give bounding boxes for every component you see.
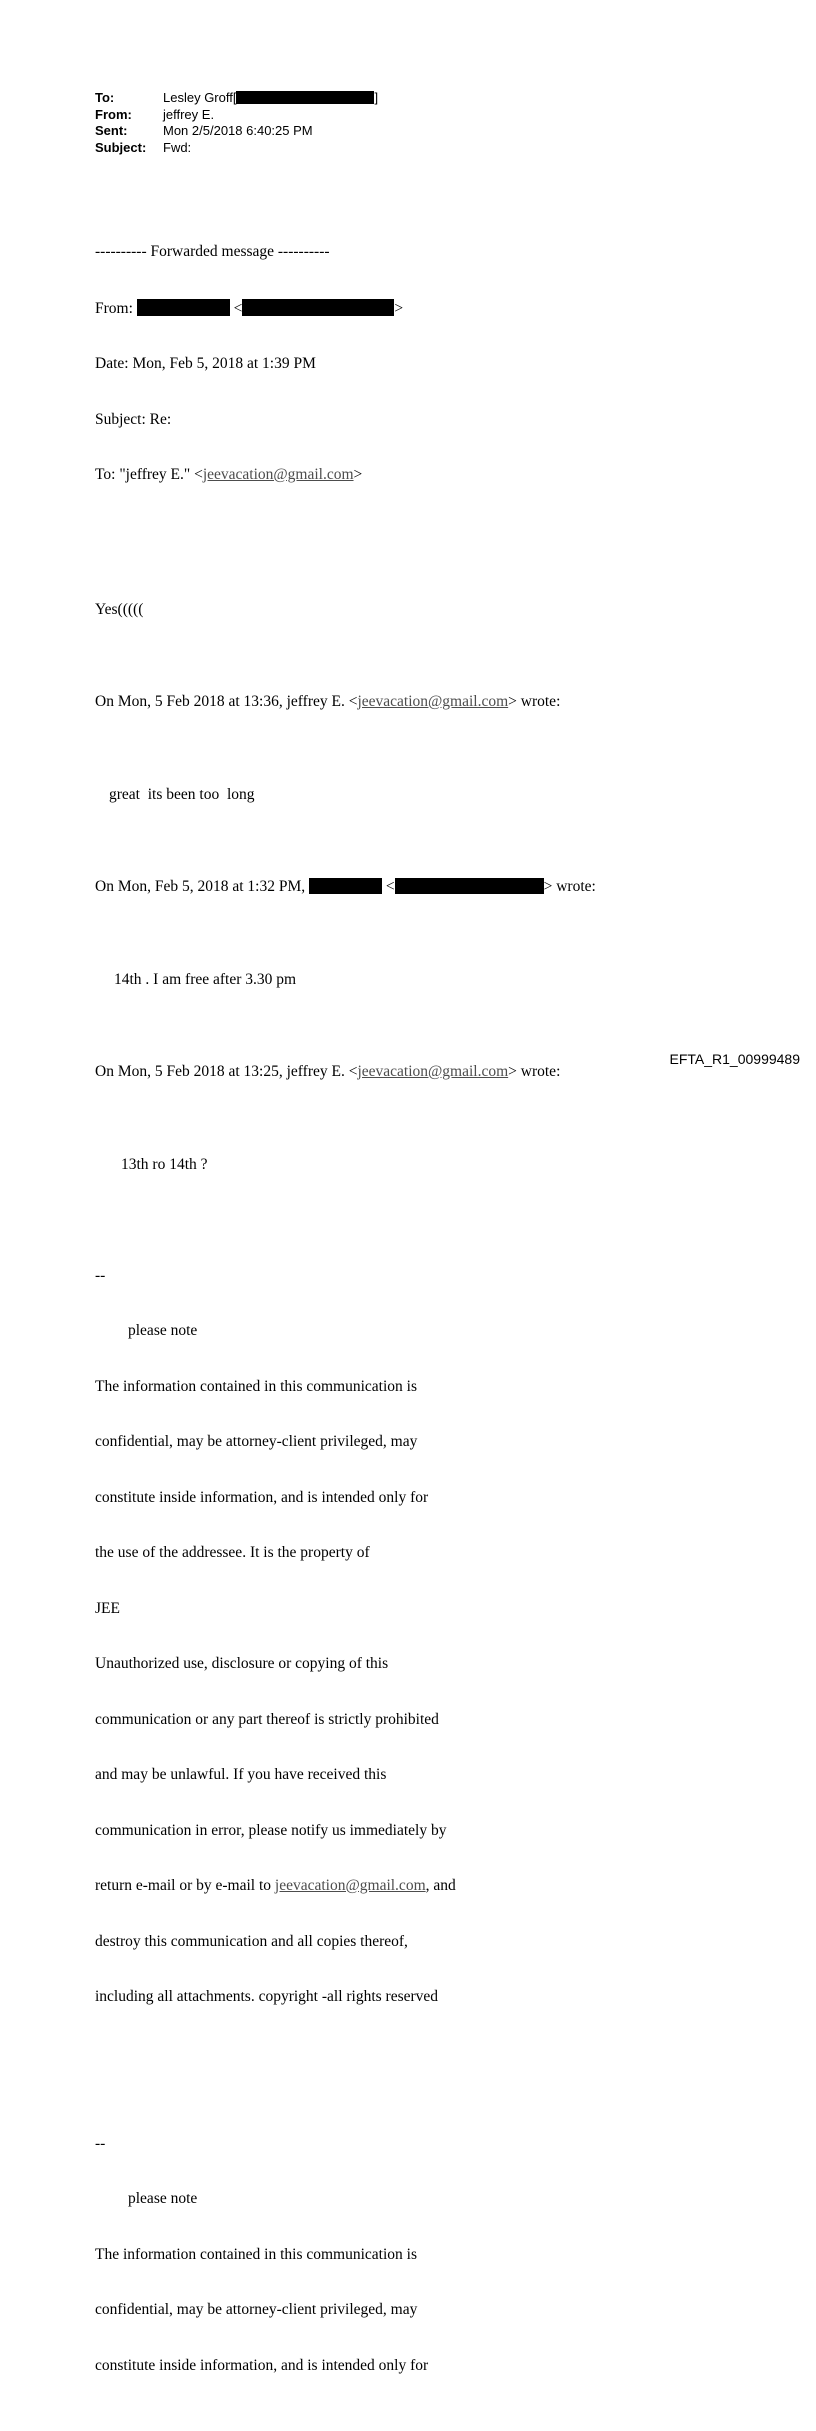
message-line: great its been too long <box>109 785 255 803</box>
quote-attribution-line <box>95 1063 655 1082</box>
header-value-subject: Fwd: <box>163 139 192 155</box>
header-value-to <box>163 90 378 107</box>
to-value-suffix: ] <box>374 90 379 105</box>
quote2-open-bracket: < <box>382 878 395 895</box>
disclaimer-line: the use of the addressee. It is the property of <box>95 1544 370 1561</box>
disclaimer-line: destroy this communication and all copies thereof, <box>95 1932 408 1950</box>
quote3-suffix: > wrote: <box>508 1063 561 1080</box>
mailto-link[interactable]: jeevacation@gmail.com <box>274 1877 426 1894</box>
disclaimer-line: constitute inside information, and is intended only for <box>95 2356 429 2374</box>
redaction-box <box>309 878 382 894</box>
forwarded-from-close-bracket: > <box>394 299 404 317</box>
header-label-from: From: <box>95 106 132 122</box>
quote2-suffix: > wrote: <box>543 878 596 895</box>
quote-attribution-line <box>95 693 655 712</box>
mailto-link[interactable]: jeevacation@gmail.com <box>202 466 354 483</box>
disclaimer-line: communication or any part thereof is strictly prohibited <box>95 1710 439 1728</box>
forwarded-date-line: Date: Mon, Feb 5, 2018 at 1:39 PM <box>95 355 316 372</box>
header-row-sent <box>95 123 378 140</box>
disclaimer-line: Unauthorized use, disclosure or copying of this <box>95 1655 389 1672</box>
bates-number: EFTA_R1_00999489 <box>669 1051 800 1067</box>
forwarded-to-suffix: > <box>353 466 363 483</box>
forwarded-divider: ---------- Forwarded message ---------- <box>95 243 330 260</box>
forwarded-to-prefix: To: "jeffrey E." < <box>95 466 203 483</box>
header-row-to <box>95 90 378 107</box>
disclaimer-line: constitute inside information, and is intended only for <box>95 1488 429 1506</box>
redaction-box <box>395 878 544 894</box>
header-label-subject: Subject: <box>95 139 147 155</box>
quote-attribution-line <box>95 878 655 897</box>
email-header <box>95 90 378 156</box>
header-row-subject <box>95 140 378 157</box>
redaction-box <box>242 299 394 316</box>
signature-note: please note <box>128 2190 198 2207</box>
forwarded-from-open-bracket: < <box>229 299 243 317</box>
disclaimer-line: The information contained in this communication is <box>95 1377 417 1395</box>
signature-note: please note <box>128 1322 198 1339</box>
email-body <box>95 169 655 2431</box>
header-value-sent: Mon 2/5/2018 6:40:25 PM <box>163 123 313 138</box>
signature-dashes: -- <box>95 2134 106 2152</box>
disclaimer-line: communication in error, please notify us immediately by <box>95 1821 447 1839</box>
mailto-link[interactable]: jeevacation@gmail.com <box>357 693 509 710</box>
forwarded-from-label: From: <box>95 299 137 317</box>
forwarded-to-line <box>95 466 655 485</box>
forwarded-from-line <box>95 299 655 319</box>
quote1-suffix: > wrote: <box>508 693 561 710</box>
message-line: 14th . I am free after 3.30 pm <box>114 970 297 988</box>
header-value-from: jeffrey E. <box>163 106 215 122</box>
quote1-prefix: On Mon, 5 Feb 2018 at 13:36, jeffrey E. < <box>95 693 358 710</box>
redaction-box <box>137 299 230 316</box>
disclaimer-line: confidential, may be attorney-client privileged, may <box>95 2301 418 2318</box>
header-label-sent: Sent: <box>95 123 128 138</box>
disclaimer-link-prefix: return e-mail or by e-mail to <box>95 1877 275 1894</box>
reply-text: Yes((((( <box>95 600 144 618</box>
to-value-prefix: Lesley Groff[ <box>163 90 237 105</box>
signature-dashes: -- <box>95 1266 106 1284</box>
quote2-prefix: On Mon, Feb 5, 2018 at 1:32 PM, <box>95 878 309 895</box>
disclaimer-link-line <box>95 1877 655 1896</box>
disclaimer-line: JEE <box>95 1599 120 1617</box>
redaction-box <box>236 91 374 104</box>
message-line: 13th ro 14th ? <box>121 1155 208 1173</box>
header-label-to: To: <box>95 90 115 105</box>
forwarded-subject-line: Subject: Re: <box>95 410 172 428</box>
disclaimer-link-suffix: , and <box>425 1877 456 1894</box>
disclaimer-line: and may be unlawful. If you have received this <box>95 1766 387 1783</box>
quote3-prefix: On Mon, 5 Feb 2018 at 13:25, jeffrey E. < <box>95 1063 358 1080</box>
mailto-link[interactable]: jeevacation@gmail.com <box>357 1063 509 1080</box>
disclaimer-line: confidential, may be attorney-client privileged, may <box>95 1433 418 1450</box>
header-row-from <box>95 107 378 124</box>
disclaimer-line: The information contained in this communication is <box>95 2245 417 2263</box>
disclaimer-line: including all attachments. copyright -all rights reserved <box>95 1988 439 2005</box>
